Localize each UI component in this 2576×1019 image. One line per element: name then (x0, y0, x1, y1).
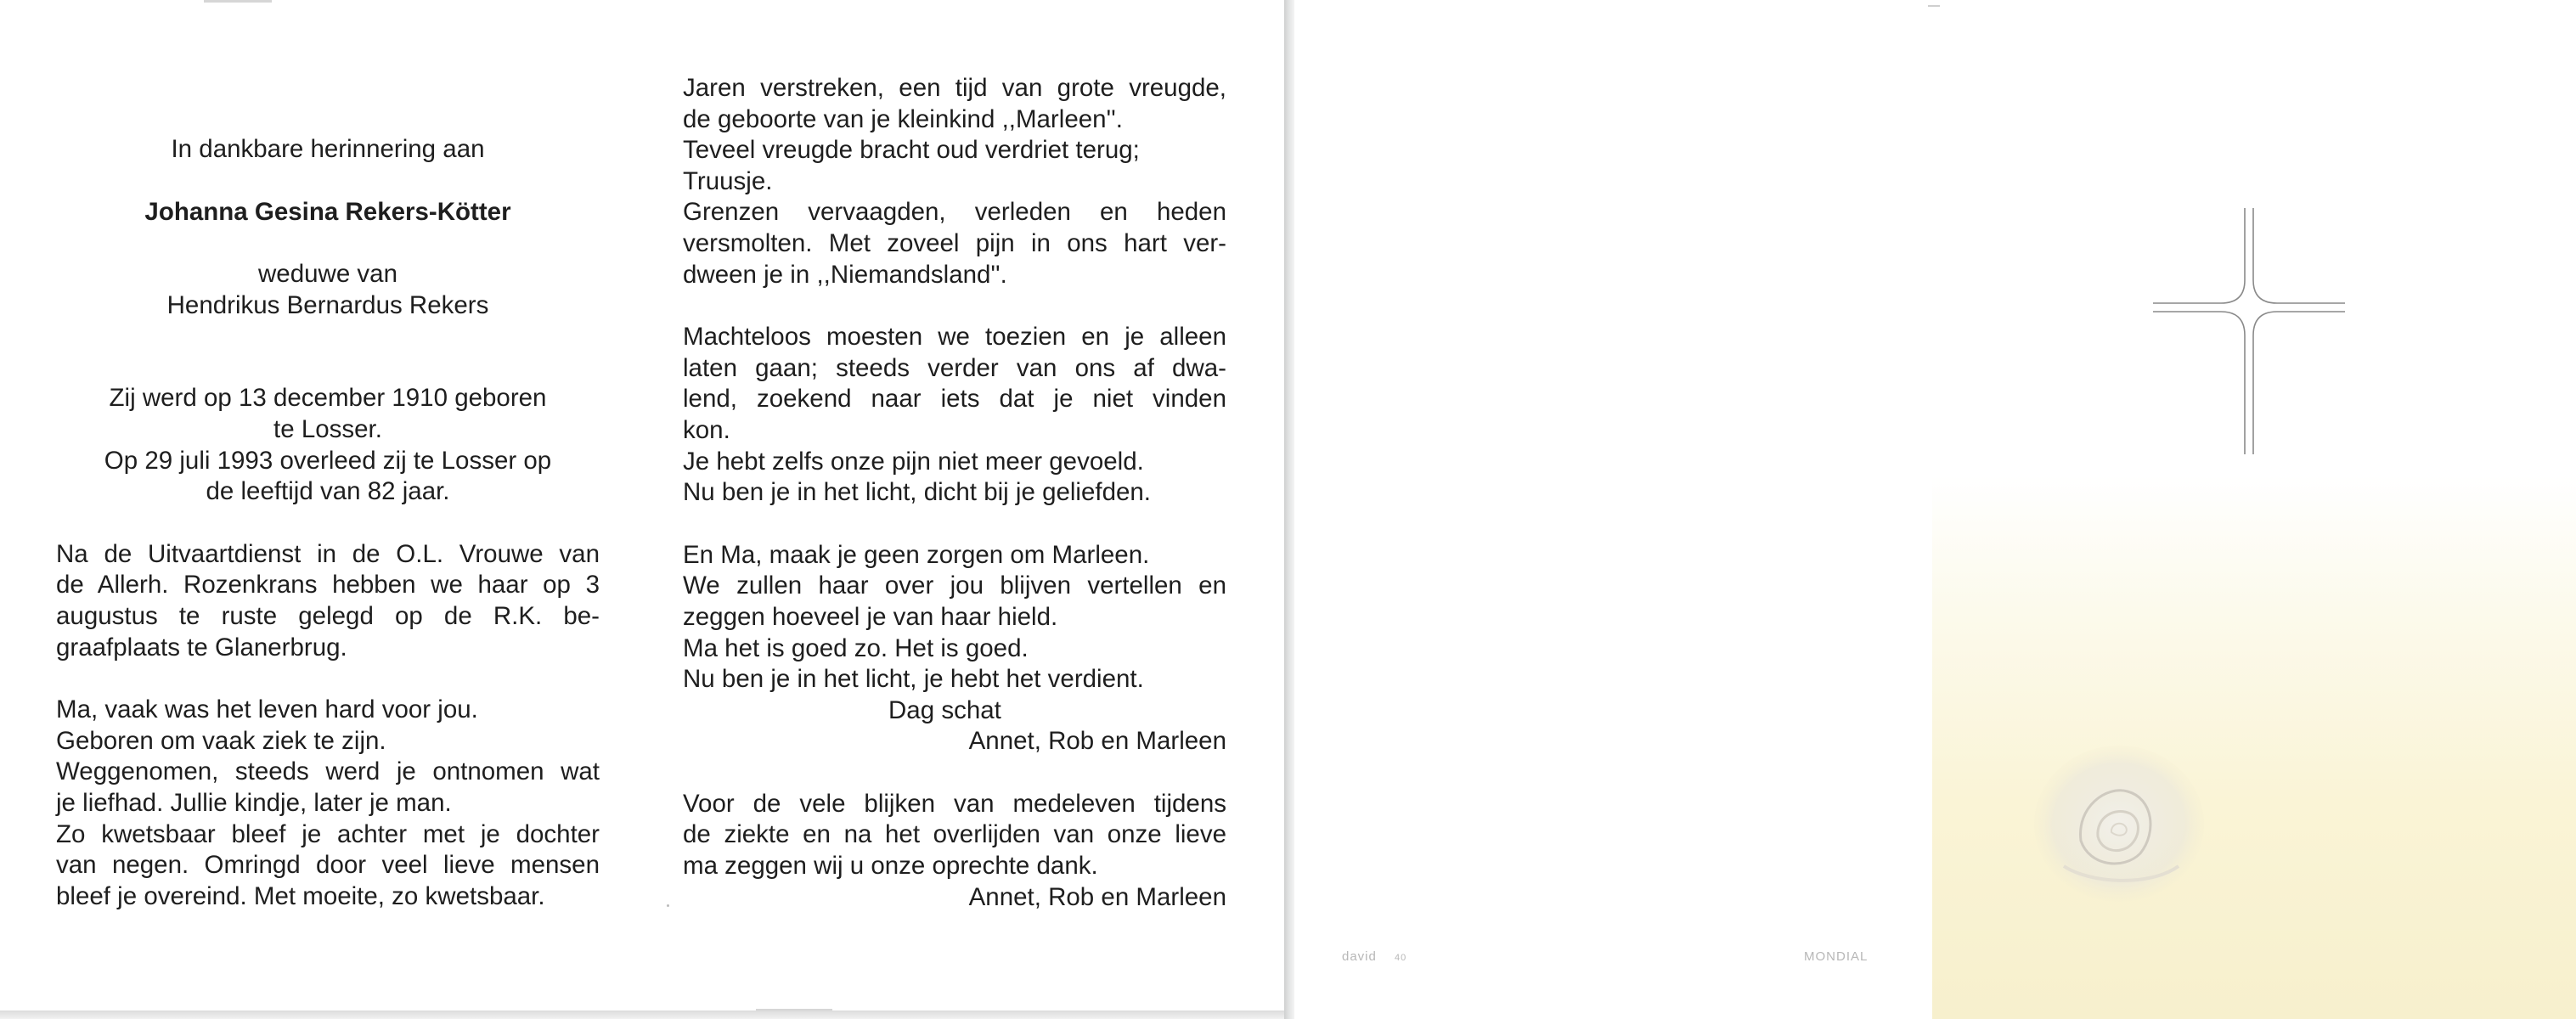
stanza-line: dween je in ,,Niemandsland''. (683, 260, 1007, 289)
farewell-line: Dag schat (888, 695, 1001, 724)
poem-line: Zo kwetsbaar bleef je achter met je dochter (56, 819, 600, 848)
printer-mark (1342, 949, 1406, 964)
stanza-line: laten gaan; steeds verder van ons af dwa- (683, 353, 1226, 382)
stanza-line: lend, zoekend naar iets dat je niet vinden (683, 385, 1226, 414)
death-line-1: Op 29 juli 1993 overleed zij te Losser op (104, 446, 552, 475)
funeral-line: de Allerh. Rozenkrans hebben we haar op 3 (56, 571, 600, 600)
stanza-line: Jaren verstreken, een tijd van grote vreugde, (683, 74, 1226, 102)
signature-2: Annet, Rob en Marleen (968, 882, 1226, 911)
stanza-line: Ma het is goed zo. Het is goed. (683, 633, 1029, 662)
thanks-line: Voor de vele blijken van medeleven tijdens (683, 789, 1226, 818)
funeral-line: Na de Uitvaartdienst in de O.L. Vrouwe van (56, 539, 600, 568)
poem-line: Weggenomen, steeds werd je ontnomen wat (56, 757, 600, 786)
poem-line: Ma, vaak was het leven hard voor jou. (56, 695, 478, 724)
stanza-line: En Ma, maak je geen zorgen om Marleen. (683, 540, 1150, 569)
stanza-line: Je hebt zelfs onze pijn niet meer gevoeld. (683, 447, 1144, 476)
scan-mark (204, 0, 272, 3)
birth-line-2: te Losser. (273, 414, 382, 443)
rose-image (2030, 739, 2208, 909)
death-line-2: de leeftijd van 82 jaar. (206, 477, 450, 506)
stanza-line: zeggen hoeveel je van haar hield. (683, 602, 1058, 631)
deceased-name: Johanna Gesina Rekers-Kötter (144, 197, 511, 226)
widow-of-line: weduwe van (258, 260, 397, 289)
funeral-paragraph (56, 539, 600, 663)
poem-line: je liefhad. Jullie kindje, later je man. (56, 788, 452, 817)
page-divider (1284, 0, 1294, 1019)
husband-name: Hendrikus Bernardus Rekers (166, 290, 489, 319)
stanza-3 (683, 540, 1226, 695)
thanks-line: ma zeggen wij u onze oprechte dank. (683, 852, 1098, 881)
stanza-line: de geboorte van je kleinkind ,,Marleen''. (683, 104, 1123, 133)
cover-photo (1932, 476, 2576, 1019)
stanza-2 (683, 322, 1226, 509)
inside-spread (0, 0, 1284, 1012)
printer-mark-code: 40 (1395, 953, 1407, 963)
poem-line: Geboren om vaak ziek te zijn. (56, 726, 386, 755)
stanza-line: Teveel vreugde bracht oud verdriet terug; (683, 136, 1140, 165)
poem-paragraph (56, 695, 600, 912)
stanza-1 (683, 73, 1226, 290)
speck (667, 904, 669, 907)
left-text-column (56, 85, 600, 912)
birth-line-1: Zij werd op 13 december 1910 geboren (109, 384, 547, 413)
stanza-line: Nu ben je in het licht, je hebt het verdient. (683, 665, 1144, 694)
poem-line: van negen. Omringd door veel lieve mensen (56, 851, 600, 880)
stanza-line: Nu ben je in het licht, dicht bij je geliefden. (683, 478, 1152, 507)
signature-1: Annet, Rob en Marleen (968, 727, 1226, 756)
funeral-line: augustus te ruste gelegd op de R.K. be- (56, 601, 600, 630)
stanza-line: Grenzen vervaagden, verleden en heden (683, 198, 1226, 227)
stanza-line: versmolten. Met zoveel pijn in ons hart ver- (683, 228, 1226, 257)
thanks-line: de ziekte en na het overlijden van onze lieve (683, 820, 1226, 849)
stanza-line: Truusje. (683, 166, 773, 195)
stanza-line: We zullen haar over jou blijven vertellen en (683, 571, 1226, 600)
page-edge-shadow (0, 1011, 1284, 1019)
poem-line: bleef je overeind. Met moeite, zo kwetsbaar. (56, 881, 545, 910)
funeral-line: graafplaats te Glanerbrug. (56, 633, 347, 662)
right-text-column (683, 73, 1226, 913)
thanks-paragraph (683, 789, 1226, 882)
stanza-line: kon. (683, 415, 730, 444)
stanza-line: Machteloos moesten we toezien en je alleen (683, 323, 1226, 352)
cross-icon (2153, 208, 2345, 454)
printer-mark-name: david (1342, 949, 1377, 964)
brand-mark: MONDIAL (1804, 949, 1869, 964)
scan-mark (1928, 5, 1940, 7)
intro-line: In dankbare herinnering aan (171, 135, 485, 163)
